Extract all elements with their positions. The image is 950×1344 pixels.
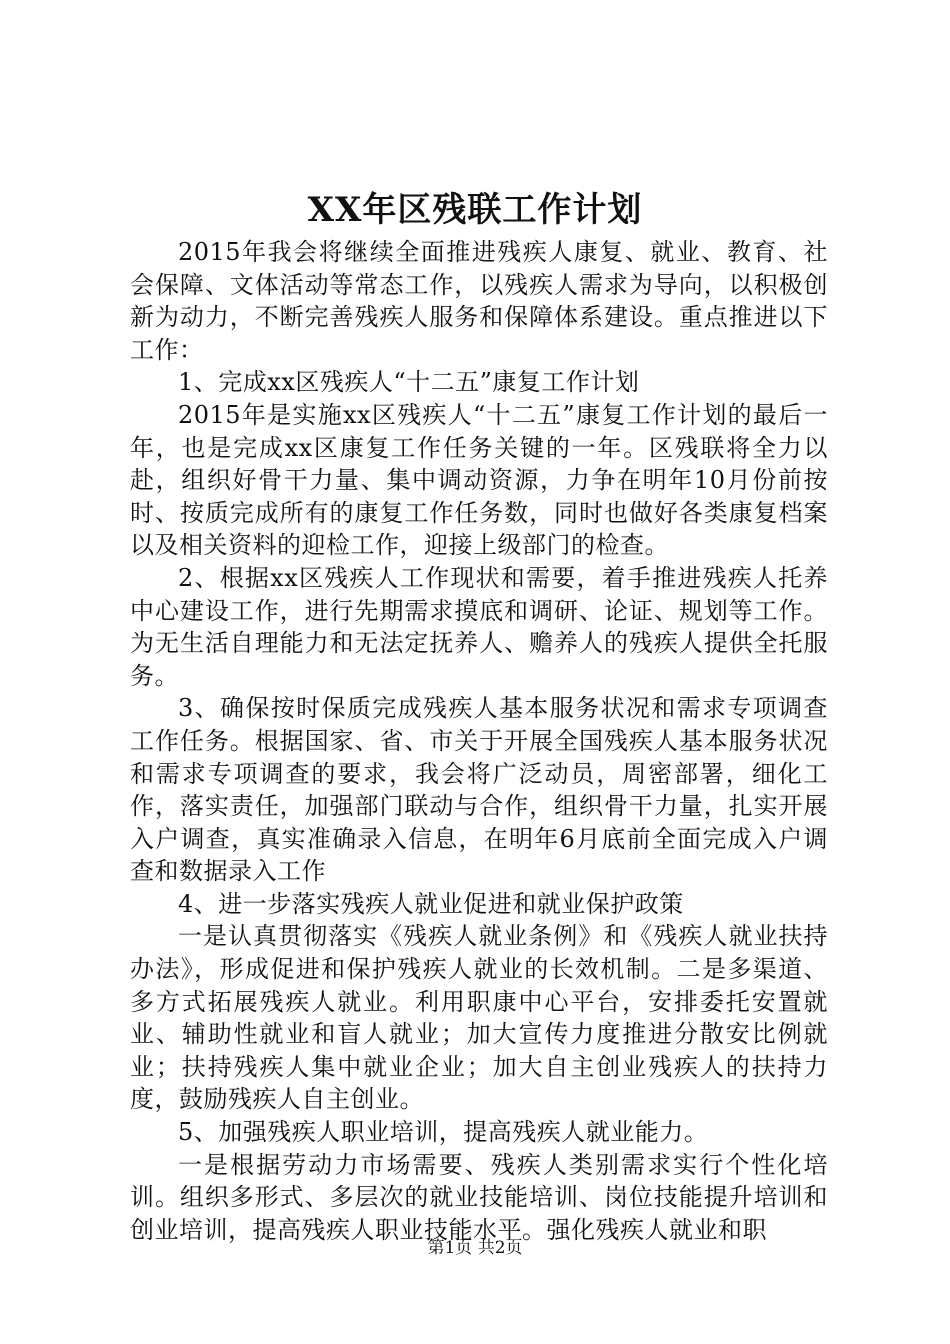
- item-2-paragraph: 2、根据xx区残疾人工作现状和需要，着手推进残疾人托养中心建设工作，进行先期需求摸底和调研、论证、规划等工作。为无生活自理能力和无法定抚养人、赡养人的残疾人提供全托服务。: [130, 563, 828, 690]
- item-4-heading: 4、进一步落实残疾人就业促进和就业保护政策: [178, 889, 684, 918]
- item-3-paragraph: 3、确保按时保质完成残疾人基本服务状况和需求专项调查工作任务。根据国家、省、市关于开展全国残疾人基本服务状况和需求专项调查的要求，我会将广泛动员，周密部署，细化工作，落实责任，加强部门联动与合作，组织骨干力量，扎实开展入户调查，真实准确录入信息，在明年6月底前全面完成入户调查和数据录入工作: [130, 694, 828, 886]
- document-body: [130, 236, 828, 1246]
- document-title: XX年区残联工作计划: [307, 190, 643, 230]
- item-4-paragraph: 一是认真贯彻落实《残疾人就业条例》和《残疾人就业扶持办法》，形成促进和保护残疾人就业的长效机制。二是多渠道、多方式拓展残疾人就业。利用职康中心平台，安排委托安置就业、辅助性就业和盲人就业；加大宣传力度推进分散安比例就业；扶持残疾人集中就业企业；加大自主创业残疾人的扶持力度，鼓励残疾人自主创业。: [130, 922, 828, 1114]
- intro-paragraph: 2015年我会将继续全面推进残疾人康复、就业、教育、社会保障、文体活动等常态工作，以残疾人需求为导向，以积极创新为动力，不断完善残疾人服务和保障体系建设。重点推进以下工作：: [130, 238, 828, 364]
- item-1-heading: 1、完成xx区残疾人“十二五”康复工作计划: [178, 368, 640, 397]
- item-1-paragraph: 2015年是实施xx区残疾人“十二五”康复工作计划的最后一年，也是完成xx区康复工作任务关键的一年。区残联将全力以赴，组织好骨干力量、集中调动资源，力争在明年10月份前按时、按质完成所有的康复工作任务数，同时也做好各类康复档案以及相关资料的迎检工作，迎接上级部门的检查。: [130, 400, 828, 560]
- page-footer: 第1页 共2页: [427, 1238, 523, 1258]
- item-5-heading: 5、加强残疾人职业培训，提高残疾人就业能力。: [178, 1118, 709, 1147]
- item-5-paragraph: 一是根据劳动力市场需要、残疾人类别需求实行个性化培训。组织多形式、多层次的就业技能培训、岗位技能提升培训和创业培训，提高残疾人职业技能水平。强化残疾人就业和职: [130, 1150, 828, 1244]
